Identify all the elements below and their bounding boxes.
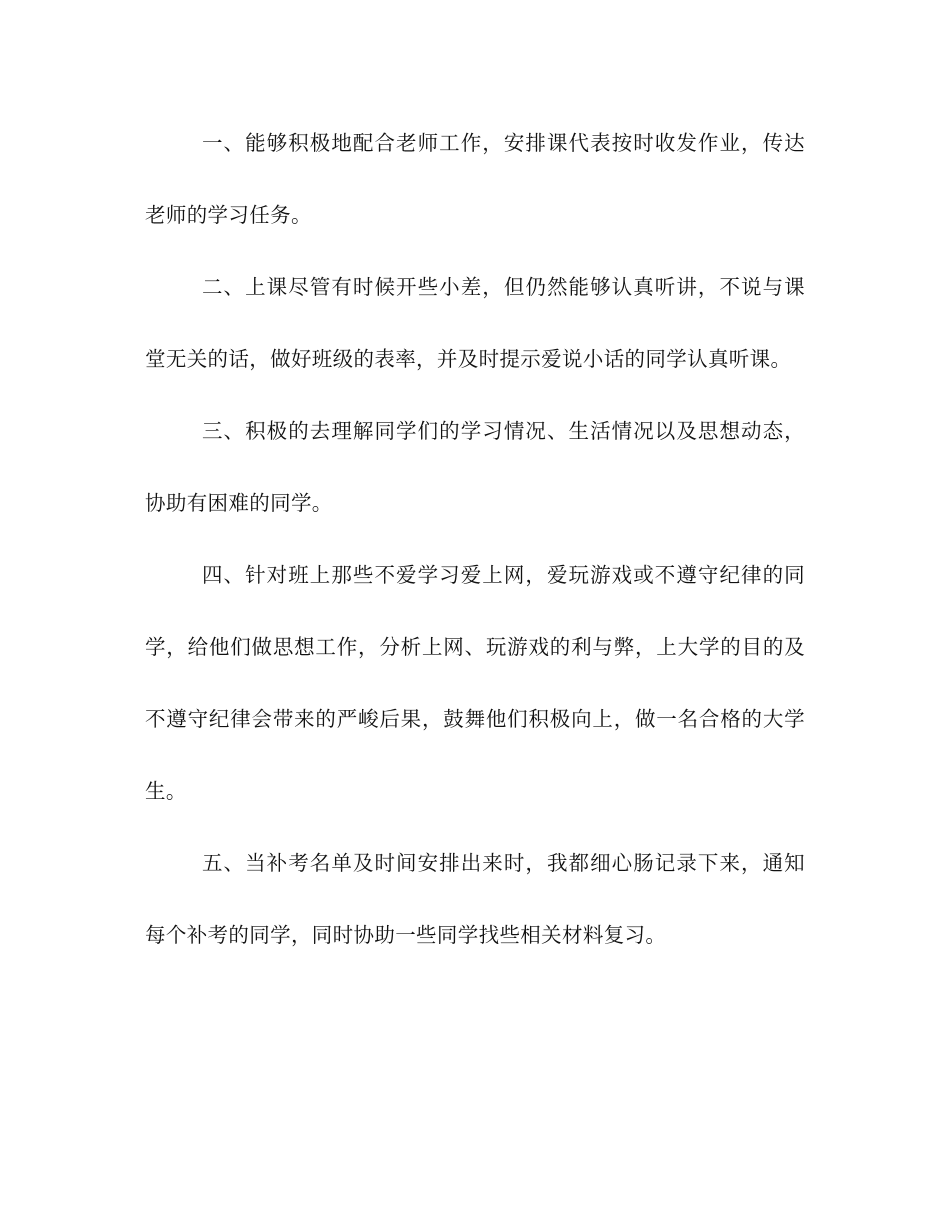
paragraph-3: 三、积极的去理解同学们的学习情况、生活情况以及思想动态，协助有困难的同学。 (145, 419, 805, 515)
document-body (145, 107, 805, 971)
paragraph-5: 五、当补考名单及时间安排出来时，我都细心肠记录下来，通知每个补考的同学，同时协助一些同学找些相关材料复习。 (145, 851, 805, 947)
paragraph-1: 一、能够积极地配合老师工作，安排课代表按时收发作业，传达老师的学习任务。 (145, 131, 805, 227)
paragraph-2: 二、上课尽管有时候开些小差，但仍然能够认真听讲，不说与课堂无关的话，做好班级的表率，并及时提示爱说小话的同学认真听课。 (145, 275, 805, 371)
paragraph-4: 四、针对班上那些不爱学习爱上网，爱玩游戏或不遵守纪律的同学，给他们做思想工作，分析上网、玩游戏的利与弊，上大学的目的及不遵守纪律会带来的严峻后果，鼓舞他们积极向上，做一名合格的大学生。 (145, 563, 805, 803)
